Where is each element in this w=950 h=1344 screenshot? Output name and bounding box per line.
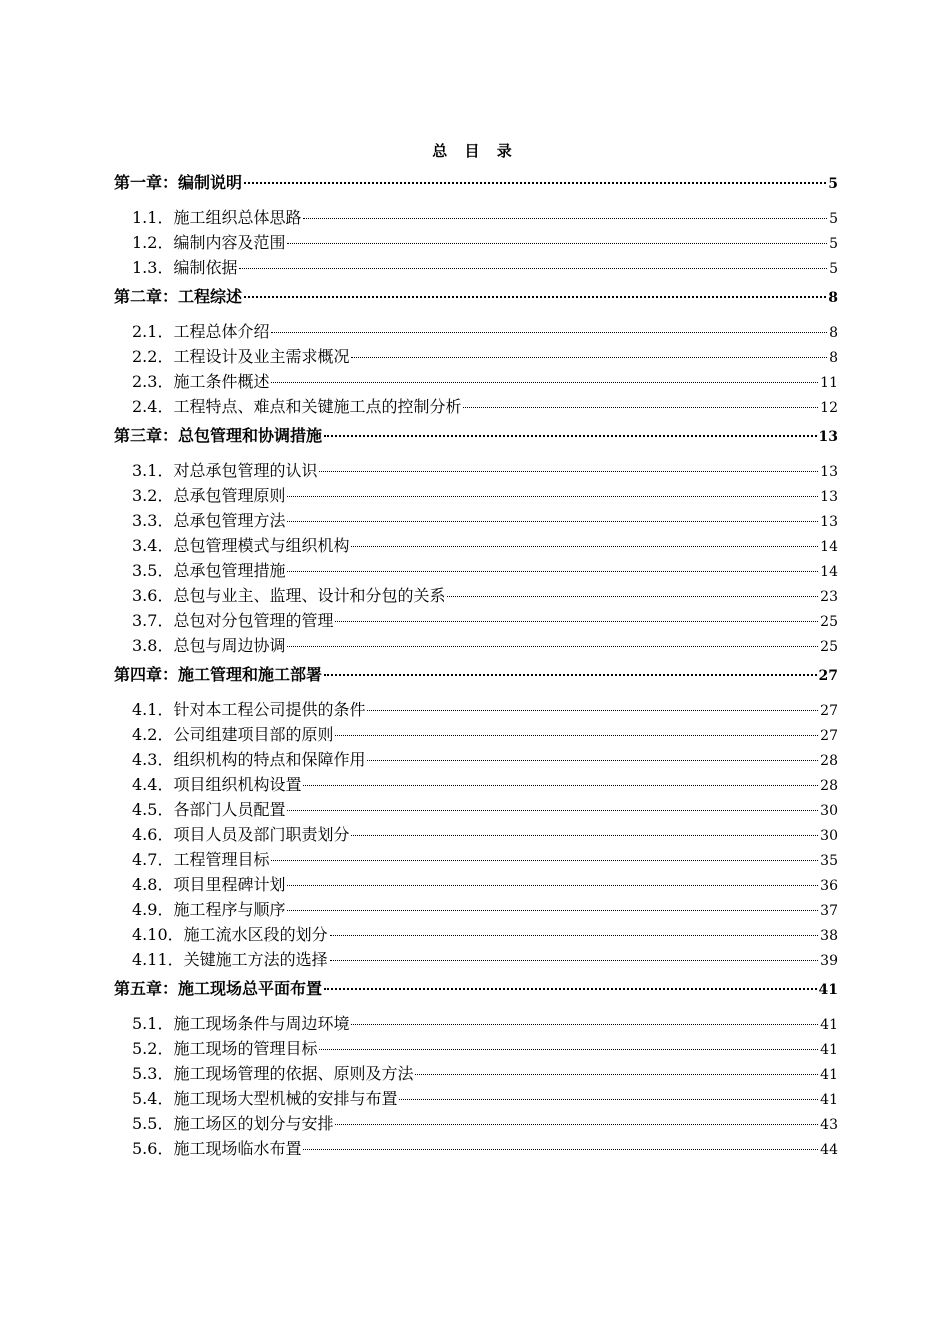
dot-leader: [244, 296, 826, 298]
toc-section-entry[interactable]: [114, 772, 838, 797]
dot-leader: [351, 835, 818, 836]
toc-page-number: 30: [820, 828, 838, 844]
toc-section-entry[interactable]: [114, 722, 838, 747]
toc-section-entry[interactable]: [114, 872, 838, 897]
dot-leader: [324, 674, 816, 676]
dot-leader: [367, 710, 818, 711]
toc-page-number: 8: [828, 290, 838, 306]
toc-entry-number: 3.3．: [132, 511, 174, 530]
toc-entry-number: 4.3．: [132, 750, 174, 769]
dot-leader: [271, 332, 827, 333]
toc-entry-title: 施工现场管理的依据、原则及方法: [173, 1064, 414, 1083]
toc-entry-title: 施工现场大型机械的安排与布置: [173, 1089, 398, 1108]
toc-page-number: 41: [820, 1067, 838, 1083]
toc-entry-title: 工程设计及业主需求概况: [173, 347, 350, 366]
toc-page-number: 27: [818, 668, 838, 684]
toc-page-number: 13: [820, 514, 838, 530]
toc-entry-number: 第四章：: [114, 665, 179, 684]
dot-leader: [287, 810, 818, 811]
dot-leader: [287, 885, 818, 886]
toc-section-entry[interactable]: [114, 394, 838, 419]
toc-entry-number: 4.11．: [132, 950, 184, 969]
toc-page-number: 5: [829, 211, 838, 227]
toc-page-number: 13: [820, 489, 838, 505]
toc-chapter-entry[interactable]: [114, 170, 838, 205]
toc-chapter-entry[interactable]: [114, 976, 838, 1011]
toc-section-entry[interactable]: [114, 230, 838, 255]
toc-section-entry[interactable]: [114, 922, 838, 947]
toc-section-entry[interactable]: [114, 947, 838, 972]
toc-page-number: 5: [829, 236, 838, 252]
toc-entry-number: 3.8．: [132, 636, 174, 655]
toc-entry-title: 总包管理模式与组织机构: [173, 536, 350, 555]
toc-entry-title: 项目人员及部门职责划分: [173, 825, 350, 844]
dot-leader: [303, 785, 818, 786]
toc-entry-number: 2.2．: [132, 347, 174, 366]
toc-entry-number: 3.6．: [132, 586, 174, 605]
dot-leader: [271, 860, 818, 861]
dot-leader: [351, 1024, 818, 1025]
toc-section-entry[interactable]: [114, 897, 838, 922]
toc-page-number: 13: [820, 464, 838, 480]
toc-entry-title: 总包管理和协调措施: [178, 426, 323, 445]
toc-entry-number: 3.2．: [132, 486, 174, 505]
toc-entry-title: 编制内容及范围: [173, 233, 286, 252]
toc-entry-title: 工程管理目标: [173, 850, 270, 869]
toc-entry-title: 针对本工程公司提供的条件: [173, 700, 366, 719]
toc-page-number: 14: [820, 564, 838, 580]
toc-entry-title: 组织机构的特点和保障作用: [173, 750, 366, 769]
toc-page-number: 27: [820, 703, 838, 719]
toc-page-number: 13: [818, 429, 838, 445]
toc-section-entry[interactable]: [114, 1011, 838, 1036]
toc-page-number: 12: [820, 400, 838, 416]
dot-leader: [303, 218, 827, 219]
toc-entry-title: 关键施工方法的选择: [183, 950, 328, 969]
toc-entry-title: 总承包管理措施: [173, 561, 286, 580]
toc-entry-title: 编制依据: [173, 258, 238, 277]
toc-chapter-entry[interactable]: [114, 284, 838, 319]
toc-section-entry[interactable]: [114, 797, 838, 822]
dot-leader: [335, 621, 818, 622]
toc-entry-number: 4.4．: [132, 775, 174, 794]
dot-leader: [303, 1149, 818, 1150]
dot-leader: [330, 935, 819, 936]
toc-entry-number: 5.4．: [132, 1089, 174, 1108]
toc-entry-number: 4.1．: [132, 700, 174, 719]
toc-page-number: 25: [820, 639, 838, 655]
toc-chapter-entry[interactable]: [114, 662, 838, 697]
toc-entry-title: 总包对分包管理的管理: [173, 611, 334, 630]
toc-entry-number: 5.6．: [132, 1139, 174, 1158]
toc-entry-number: 5.2．: [132, 1039, 174, 1058]
toc-entry-title: 施工现场总平面布置: [178, 979, 323, 998]
toc-page-number: 30: [820, 803, 838, 819]
toc-entry-title: 施工组织总体思路: [173, 208, 302, 227]
dot-leader: [415, 1074, 818, 1075]
toc-entry-number: 4.10．: [132, 925, 184, 944]
toc-section-entry[interactable]: [114, 255, 838, 280]
toc-section-entry[interactable]: [114, 747, 838, 772]
toc-page-number: 36: [820, 878, 838, 894]
toc-section-entry[interactable]: [114, 633, 838, 658]
toc-page-number: 43: [820, 1117, 838, 1133]
toc-entry-title: 施工条件概述: [173, 372, 270, 391]
toc-entry-number: 第三章：: [114, 426, 179, 445]
toc-entry-title: 编制说明: [178, 173, 243, 192]
toc-section-entry[interactable]: [114, 847, 838, 872]
toc-entry-number: 3.1．: [132, 461, 174, 480]
page-title: 总 目 录: [432, 142, 518, 160]
toc-page-number: 41: [820, 1092, 838, 1108]
toc-entry-number: 1.2．: [132, 233, 174, 252]
toc-section-entry[interactable]: [114, 697, 838, 722]
toc-page-number: 11: [820, 375, 838, 391]
toc-entry-number: 3.5．: [132, 561, 174, 580]
toc-page-number: 41: [820, 1017, 838, 1033]
toc-entry-title: 工程特点、难点和关键施工点的控制分析: [173, 397, 462, 416]
toc-page-number: 28: [820, 753, 838, 769]
toc-section-entry[interactable]: [114, 508, 838, 533]
toc-page-number: 41: [820, 1042, 838, 1058]
toc-entry-title: 施工现场临水布置: [173, 1139, 302, 1158]
toc-entry-number: 第五章：: [114, 979, 179, 998]
toc-page-number: 8: [829, 350, 838, 366]
toc-entry-number: 4.2．: [132, 725, 174, 744]
dot-leader: [324, 988, 816, 990]
dot-leader: [367, 760, 818, 761]
toc-entry-title: 总包与周边协调: [173, 636, 286, 655]
toc-section-entry[interactable]: [114, 1111, 838, 1136]
dot-leader: [351, 357, 827, 358]
dot-leader: [399, 1099, 818, 1100]
toc-page-number: 41: [818, 982, 838, 998]
toc-section-entry[interactable]: [114, 1086, 838, 1111]
toc-entry-title: 总承包管理原则: [173, 486, 286, 505]
toc-page-number: 35: [820, 853, 838, 869]
toc-section-entry[interactable]: [114, 558, 838, 583]
table-of-contents: [114, 170, 838, 1161]
dot-leader: [287, 910, 818, 911]
toc-entry-number: 5.1．: [132, 1014, 174, 1033]
toc-entry-title: 公司组建项目部的原则: [173, 725, 334, 744]
toc-entry-number: 2.4．: [132, 397, 174, 416]
dot-leader: [447, 596, 818, 597]
toc-entry-number: 第二章：: [114, 287, 179, 306]
dot-leader: [324, 435, 816, 437]
toc-page-number: 27: [820, 728, 838, 744]
toc-entry-title: 总承包管理方法: [173, 511, 286, 530]
toc-entry-title: 对总承包管理的认识: [173, 461, 318, 480]
dot-leader: [287, 243, 827, 244]
toc-entry-number: 2.1．: [132, 322, 174, 341]
toc-entry-number: 2.3．: [132, 372, 174, 391]
toc-entry-title: 施工流水区段的划分: [183, 925, 328, 944]
toc-entry-number: 5.5．: [132, 1114, 174, 1133]
toc-entry-number: 3.4．: [132, 536, 174, 555]
toc-entry-number: 4.7．: [132, 850, 174, 869]
toc-page-number: 25: [820, 614, 838, 630]
toc-page-number: 5: [828, 176, 838, 192]
toc-page-number: 23: [820, 589, 838, 605]
toc-entry-number: 1.1．: [132, 208, 174, 227]
dot-leader: [351, 546, 818, 547]
dot-leader: [463, 407, 818, 408]
toc-entry-title: 总包与业主、监理、设计和分包的关系: [173, 586, 446, 605]
toc-section-entry[interactable]: [114, 608, 838, 633]
dot-leader: [287, 496, 818, 497]
toc-entry-title: 施工场区的划分与安排: [173, 1114, 334, 1133]
dot-leader: [287, 521, 818, 522]
toc-page-number: 5: [829, 261, 838, 277]
toc-page-number: 39: [820, 953, 838, 969]
dot-leader: [244, 182, 826, 184]
toc-chapter-entry[interactable]: [114, 423, 838, 458]
toc-entry-title: 施工现场的管理目标: [173, 1039, 318, 1058]
toc-page-number: 28: [820, 778, 838, 794]
toc-section-entry[interactable]: [114, 458, 838, 483]
toc-page-number: 38: [820, 928, 838, 944]
toc-section-entry[interactable]: [114, 344, 838, 369]
toc-page-number: 14: [820, 539, 838, 555]
toc-entry-title: 项目组织机构设置: [173, 775, 302, 794]
toc-section-entry[interactable]: [114, 533, 838, 558]
toc-entry-title: 施工程序与顺序: [173, 900, 286, 919]
toc-entry-number: 4.9．: [132, 900, 174, 919]
dot-leader: [330, 960, 819, 961]
toc-entry-number: 1.3．: [132, 258, 174, 277]
toc-section-entry[interactable]: [114, 483, 838, 508]
toc-page-number: 37: [820, 903, 838, 919]
toc-entry-number: 4.5．: [132, 800, 174, 819]
toc-page-number: 44: [820, 1142, 838, 1158]
dot-leader: [319, 1049, 818, 1050]
toc-entry-number: 3.7．: [132, 611, 174, 630]
toc-entry-number: 4.6．: [132, 825, 174, 844]
toc-section-entry[interactable]: [114, 1036, 838, 1061]
toc-entry-title: 施工管理和施工部署: [178, 665, 323, 684]
toc-entry-title: 项目里程碑计划: [173, 875, 286, 894]
toc-entry-number: 第一章：: [114, 173, 179, 192]
dot-leader: [335, 1124, 818, 1125]
toc-section-entry[interactable]: [114, 1061, 838, 1086]
dot-leader: [335, 735, 818, 736]
toc-entry-title: 施工现场条件与周边环境: [173, 1014, 350, 1033]
toc-entry-title: 工程综述: [178, 287, 243, 306]
toc-entry-number: 4.8．: [132, 875, 174, 894]
toc-section-entry[interactable]: [114, 369, 838, 394]
toc-section-entry[interactable]: [114, 822, 838, 847]
dot-leader: [271, 382, 818, 383]
toc-section-entry[interactable]: [114, 205, 838, 230]
toc-page-number: 8: [829, 325, 838, 341]
dot-leader: [287, 571, 818, 572]
toc-section-entry[interactable]: [114, 319, 838, 344]
dot-leader: [239, 268, 827, 269]
toc-section-entry[interactable]: [114, 583, 838, 608]
toc-entry-title: 各部门人员配置: [173, 800, 286, 819]
toc-entry-title: 工程总体介绍: [173, 322, 270, 341]
dot-leader: [287, 646, 818, 647]
toc-section-entry[interactable]: [114, 1136, 838, 1161]
dot-leader: [319, 471, 818, 472]
toc-entry-number: 5.3．: [132, 1064, 174, 1083]
